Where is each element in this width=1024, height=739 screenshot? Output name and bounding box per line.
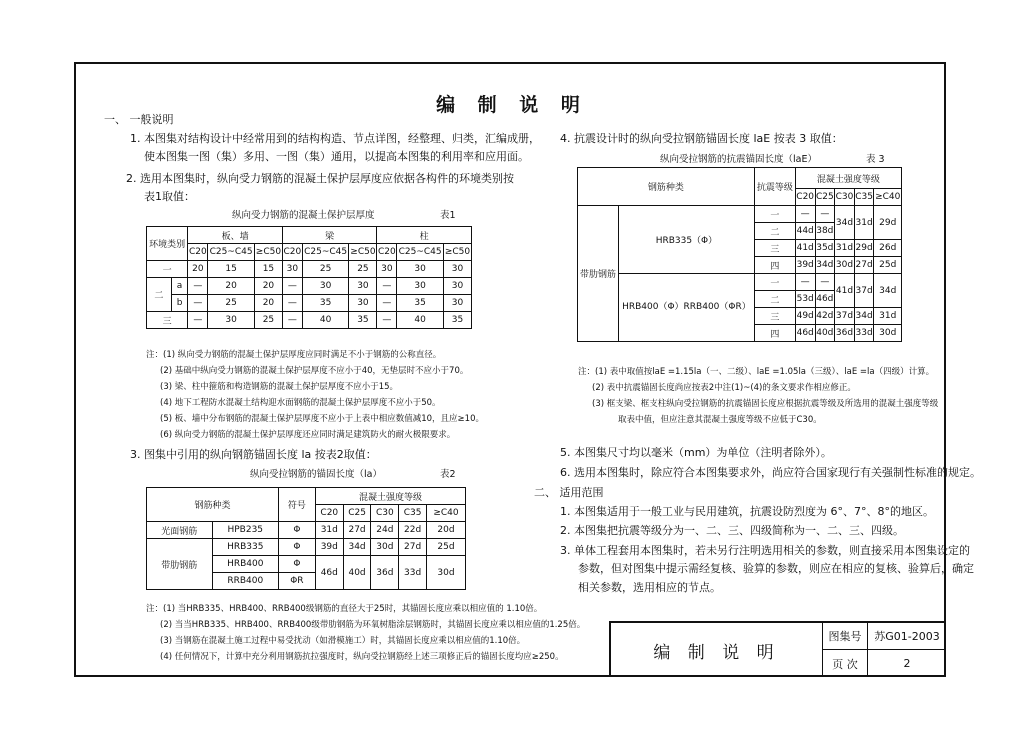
t2-cell: 27d	[343, 522, 371, 539]
t3-cell: 46d	[795, 325, 815, 342]
scope-item3-line2: 参数，但对图集中提示需经复核、验算的参数，则应在相应的复核、验算后，确定	[578, 562, 974, 575]
t3-header-type: 钢筋种类	[578, 168, 755, 206]
t2-cell: 22d	[399, 522, 427, 539]
table2-anchorage-length	[146, 487, 466, 590]
title-block	[609, 621, 946, 677]
note2: 注：(1) 当HRB335、HRB400、RRB400级钢筋的直径大于25时，其锚固长度应乘以相应值的 1.10倍。	[146, 604, 543, 614]
t1-header-env: 环境类别	[147, 227, 188, 261]
t1-grade: C25~C45	[208, 244, 255, 261]
t2-cell: 24d	[371, 522, 399, 539]
note1: (6) 纵向受力钢筋的混凝土保护层厚度还应同时满足建筑防火的耐火极限要求。	[160, 430, 456, 440]
t3-cell: 37d	[854, 274, 874, 308]
t1-cell: 20	[254, 295, 282, 312]
t2-r4-name: RRB400	[212, 573, 278, 590]
t1-cell: —	[282, 278, 302, 295]
t3-cell: 34d	[835, 206, 855, 240]
para2-line1: 2. 选用本图集时，纵向受力钢筋的混凝土保护层厚度应依据各构件的环境类别按	[126, 172, 514, 185]
t3-cell: 49d	[795, 308, 815, 325]
t1-cell: 30	[443, 295, 471, 312]
t3-cell: 27d	[854, 257, 874, 274]
atlas-no: 苏G01-2003	[868, 623, 946, 650]
t1-cell: 20	[208, 278, 255, 295]
t2-cell: 25d	[427, 539, 466, 556]
para6: 6. 选用本图集时，除应符合本图集要求外，尚应符合国家现行有关强制性标准的规定。	[560, 466, 981, 479]
t1-cell: 15	[254, 261, 282, 278]
note3: 取表中值，但应注意其混凝土强度等级不应低于C30。	[618, 415, 822, 425]
t1-env: 三	[147, 312, 188, 329]
table2-caption: 纵向受拉钢筋的锚固长度（la）	[250, 469, 382, 480]
t3-level: 一	[754, 206, 795, 223]
t2-grade: C30	[371, 505, 399, 522]
t2-cell: 30d	[371, 539, 399, 556]
t2-cell: 34d	[343, 539, 371, 556]
t1-cell: 35	[443, 312, 471, 329]
t3-cell: 44d	[795, 223, 815, 240]
note3: (3) 框支梁、框支柱纵向受拉钢筋的抗震锚固长度应根据抗震等级及所选用的混凝土强度等级	[592, 399, 939, 409]
t3-cell: 34d	[815, 257, 835, 274]
t3-g1-name: HRB335（Φ）	[619, 206, 755, 274]
t1-grade: C20	[188, 244, 208, 261]
t3-cell: 31d	[854, 206, 874, 240]
t1-cell: —	[188, 312, 208, 329]
t1-env-sub: a	[171, 278, 188, 295]
t3-level: 四	[754, 257, 795, 274]
t3-level: 三	[754, 240, 795, 257]
note1: (2) 基础中纵向受力钢筋的混凝土保护层厚度不应小于40，无垫层时不应小于70。	[160, 366, 469, 376]
page-number: 2	[903, 657, 911, 670]
t3-cell: 37d	[835, 308, 855, 325]
t2-cell: 40d	[343, 556, 371, 590]
para5: 5. 本图集尺寸均以毫米（mm）为单位（注明者除外）。	[560, 446, 832, 459]
t1-cell: —	[282, 295, 302, 312]
t2-cell: 31d	[315, 522, 343, 539]
t1-env: 二	[147, 278, 172, 312]
note1: (3) 梁、柱中箍筋和构造钢筋的混凝土保护层厚度不应小于15。	[160, 382, 399, 392]
t2-r3-name: HRB400	[212, 556, 278, 573]
note3: 注：(1) 表中取值按laE =1.15la（一、二级）、laE =1.05la（三级）、laE =la（四级）计算。	[578, 367, 935, 377]
t3-cell: 38d	[815, 223, 835, 240]
t1-cell: 15	[208, 261, 255, 278]
note2: (4) 任何情况下，计算中充分利用钢筋抗拉强度时，纵向受拉钢筋经上述三项修正后的锚固长度均应≥250。	[160, 652, 564, 662]
t3-grade: C30	[835, 189, 855, 206]
t3-cell: 30d	[835, 257, 855, 274]
t1-cell: 25	[208, 295, 255, 312]
table3-seismic-anchorage	[577, 167, 902, 342]
t1-cell: 30	[282, 261, 302, 278]
t1-grade: C25~C45	[302, 244, 349, 261]
t3-cell: 29d	[874, 206, 902, 240]
title-block-name: 编 制 说 明	[611, 623, 823, 677]
t3-cell: 30d	[874, 325, 902, 342]
t3-cell: 39d	[795, 257, 815, 274]
t1-cell: 25	[349, 261, 377, 278]
t1-cell: 20	[188, 261, 208, 278]
t1-cell: 40	[397, 312, 444, 329]
t3-level: 一	[754, 274, 795, 291]
t2-r4-sym: ΦR	[278, 573, 315, 590]
t3-cell: 31d	[874, 308, 902, 325]
t2-r1-sym: Φ	[278, 522, 315, 539]
t3-level: 二	[754, 223, 795, 240]
t1-cell: 30	[443, 261, 471, 278]
t2-cell: 20d	[427, 522, 466, 539]
t3-ribbed-label: 带肋钢筋	[578, 206, 619, 342]
t3-g2-name: HRB400（Φ）RRB400（ΦR）	[619, 274, 755, 342]
t3-cell: —	[815, 274, 835, 291]
t1-cell: 30	[349, 278, 377, 295]
t1-header-slab: 板、墙	[188, 227, 283, 244]
table3-caption: 纵向受拉钢筋的抗震锚固长度（laE）	[660, 154, 817, 165]
t1-cell: 25	[254, 312, 282, 329]
t1-cell: —	[282, 312, 302, 329]
t2-r3-sym: Φ	[278, 556, 315, 573]
section1-heading: 一、 一般说明	[104, 113, 174, 126]
t1-header-beam: 梁	[282, 227, 377, 244]
t3-level: 四	[754, 325, 795, 342]
t3-cell: 35d	[815, 240, 835, 257]
t2-r2-sym: Φ	[278, 539, 315, 556]
t3-cell: 31d	[835, 240, 855, 257]
t1-cell: 35	[302, 295, 349, 312]
t3-grade: C20	[795, 189, 815, 206]
t3-cell: 46d	[815, 291, 835, 308]
t3-cell: 36d	[835, 325, 855, 342]
t2-cell: 36d	[371, 556, 399, 590]
t1-cell: 40	[302, 312, 349, 329]
t3-cell: 53d	[795, 291, 815, 308]
t2-grade: ≥C40	[427, 505, 466, 522]
t3-cell: 41d	[795, 240, 815, 257]
t2-cell: 46d	[315, 556, 343, 590]
t3-cell: —	[795, 206, 815, 223]
note1: 注：(1) 纵向受力钢筋的混凝土保护层厚度应同时满足不小于钢筋的公称直径。	[146, 350, 442, 360]
t1-grade: C25~C45	[397, 244, 444, 261]
t1-grade: ≥C50	[349, 244, 377, 261]
t1-cell: 30	[377, 261, 397, 278]
t1-grade: C20	[377, 244, 397, 261]
t1-grade: ≥C50	[443, 244, 471, 261]
t1-cell: 25	[302, 261, 349, 278]
t3-grade: ≥C40	[874, 189, 902, 206]
t3-cell: —	[795, 274, 815, 291]
t2-cell: 39d	[315, 539, 343, 556]
t1-env-sub: b	[171, 295, 188, 312]
t2-header-sym: 符号	[278, 488, 315, 522]
t2-header-grade: 混凝土强度等级	[315, 488, 465, 505]
t2-cell: 33d	[399, 556, 427, 590]
t3-cell: 41d	[835, 274, 855, 308]
scope-item2: 2. 本图集把抗震等级分为一、二、三、四级简称为一、二、三、四级。	[560, 524, 904, 537]
t3-header-grade: 混凝土强度等级	[795, 168, 901, 189]
t2-cell: 30d	[427, 556, 466, 590]
t1-env: 一	[147, 261, 188, 278]
scope-item1: 1. 本图集适用于一般工业与民用建筑，抗震设防烈度为 6°、7°、8°的地区。	[560, 505, 934, 518]
t2-plain-label: 光面钢筋	[147, 522, 213, 539]
t1-cell: 35	[397, 295, 444, 312]
t2-ribbed-label: 带肋钢筋	[147, 539, 213, 590]
t2-header-type: 钢筋种类	[147, 488, 279, 522]
t3-cell: 29d	[854, 240, 874, 257]
table3-label: 表 3	[866, 154, 885, 165]
t1-cell: —	[377, 312, 397, 329]
t3-header-level: 抗震等级	[754, 168, 795, 206]
scope-item3-line3: 相关参数，选用相应的节点。	[578, 581, 721, 594]
page-title: 编 制 说 明	[436, 94, 588, 116]
t1-cell: 30	[397, 261, 444, 278]
t2-r1-name: HPB235	[212, 522, 278, 539]
note1: (4) 地下工程防水混凝土结构迎水面钢筋的混凝土保护层厚度不应小于50。	[160, 398, 441, 408]
t1-cell: 30	[443, 278, 471, 295]
t1-cell: —	[377, 295, 397, 312]
t1-cell: 30	[397, 278, 444, 295]
t3-cell: 26d	[874, 240, 902, 257]
t2-grade: C20	[315, 505, 343, 522]
t2-grade: C25	[343, 505, 371, 522]
t3-level: 二	[754, 291, 795, 308]
t3-cell: 34d	[854, 308, 874, 325]
t2-grade: C35	[399, 505, 427, 522]
t1-cell: 30	[349, 295, 377, 312]
t3-cell: 34d	[874, 274, 902, 308]
table1-label: 表1	[440, 210, 456, 221]
t3-level: 三	[754, 308, 795, 325]
t1-cell: —	[188, 295, 208, 312]
t1-cell: 30	[208, 312, 255, 329]
para3: 3. 图集中引用的纵向钢筋锚固长度 la 按表2取值：	[130, 448, 377, 461]
t3-grade: C25	[815, 189, 835, 206]
note3: (2) 表中抗震锚固长度尚应按表2中注(1)~(4)的条文要求作相应修正。	[592, 383, 856, 393]
note2: (2) 当当HRB335、HRB400、RRB400级带肋钢筋为环氧树脂涂层钢筋时，其锚固长度应乘以相应值的1.25倍。	[160, 620, 586, 630]
page-label: 页 次	[823, 650, 868, 677]
t3-cell: 40d	[815, 325, 835, 342]
para2-line2: 表1取值：	[144, 190, 195, 203]
t1-grade: ≥C50	[254, 244, 282, 261]
para1-line2: 使本图集一图（集）多用、一图（集）通用，以提高本图集的利用率和应用面。	[144, 150, 529, 163]
t1-cell: 20	[254, 278, 282, 295]
scope-item3-line1: 3. 单体工程套用本图集时，若未另行注明选用相关的参数，则直接采用本图集设定的	[560, 544, 970, 557]
t3-grade: C35	[854, 189, 874, 206]
t1-cell: 35	[349, 312, 377, 329]
section2-heading: 二、 适用范围	[534, 486, 604, 499]
t1-grade: C20	[282, 244, 302, 261]
para4: 4. 抗震设计时的纵向受拉钢筋锚固长度 laE 按表 3 取值：	[560, 132, 843, 145]
t2-cell: 27d	[399, 539, 427, 556]
t1-cell: —	[377, 278, 397, 295]
t1-cell: 30	[302, 278, 349, 295]
t1-cell: —	[188, 278, 208, 295]
t3-cell: 25d	[874, 257, 902, 274]
t2-r2-name: HRB335	[212, 539, 278, 556]
t1-header-col: 柱	[377, 227, 472, 244]
para1-line1: 1. 本图集对结构设计中经常用到的结构构造、节点详图，经整理、归类，汇编成册，	[130, 132, 540, 145]
note1: (5) 板、墙中分布钢筋的混凝土保护层厚度不应小于上表中相应数值减10，且应≥10。	[160, 414, 484, 424]
note2: (3) 当钢筋在混凝土施工过程中易受扰动（如滑模施工）时，其锚固长度应乘以相应值的1.10倍。	[160, 636, 526, 646]
table2-label: 表2	[440, 469, 456, 480]
table1-cover-thickness	[146, 226, 472, 329]
t3-cell: —	[815, 206, 835, 223]
t3-cell: 33d	[854, 325, 874, 342]
t3-cell: 42d	[815, 308, 835, 325]
table1-caption: 纵向受力钢筋的混凝土保护层厚度	[232, 210, 375, 221]
atlas-no-label: 图集号	[823, 623, 868, 650]
